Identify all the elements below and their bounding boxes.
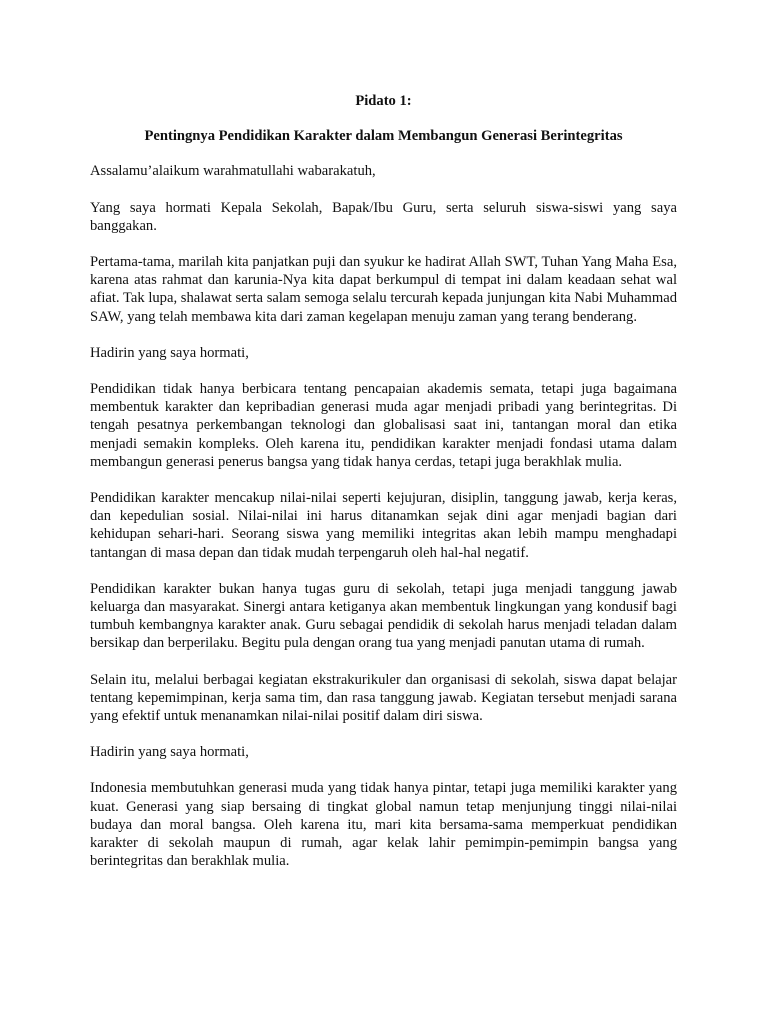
document-body bbox=[90, 162, 677, 870]
paragraph-body-5: Indonesia membutuhkan generasi muda yang tidak hanya pintar, tetapi juga memiliki karakter yang kuat. Generasi yang siap bersaing di tingkat global namun tetap menjunjung tinggi nilai-nilai budaya dan moral bangsa. Oleh karena itu, mari kita bersama-sama memperkuat pendidikan karakter di sekolah maupun di rumah, agar kelak lahir pemimpin-pemimpin bangsa yang berintegritas dan berakhlak mulia. bbox=[90, 780, 677, 870]
document-page bbox=[90, 92, 677, 889]
document-subtitle: Pentingnya Pendidikan Karakter dalam Membangun Generasi Berintegritas bbox=[144, 128, 623, 145]
paragraph-greeting: Assalamu’alaikum warahmatullahi wabarakatuh, bbox=[90, 163, 376, 180]
paragraph-address-2: Hadirin yang saya hormati, bbox=[90, 744, 249, 761]
document-title: Pidato 1: bbox=[355, 93, 412, 109]
paragraph-body-3: Pendidikan karakter bukan hanya tugas guru di sekolah, tetapi juga menjadi tanggung jawab keluarga dan masyarakat. Sinergi antara ketiganya akan membentuk lingkungan yang kondusif bagi tumbuh kembangnya karakter anak. Guru sebagai pendidik di sekolah harus menjadi teladan dalam bersikap dan berperilaku. Begitu pula dengan orang tua yang menjadi panutan utama di rumah. bbox=[90, 580, 677, 652]
paragraph-body-2: Pendidikan karakter mencakup nilai-nilai seperti kejujuran, disiplin, tanggung jawab, kerja keras, dan kepedulian sosial. Nilai-nilai ini harus ditanamkan sejak dini agar menjadi bagian dari kehidupan sehari-hari. Seorang siswa yang memiliki integritas akan lebih mampu menghadapi tantangan di masa depan dan tidak mudah terpengaruh oleh hal-hal negatif. bbox=[90, 490, 677, 561]
paragraph-opening: Pertama-tama, marilah kita panjatkan puji dan syukur ke hadirat Allah SWT, Tuhan Yang Maha Esa, karena atas rahmat dan karunia-Nya kita dapat berkumpul di tempat ini dalam keadaan sehat wal afiat. Tak lupa, shalawat serta salam semoga selalu tercurah kepada junjungan kita Nabi Muhammad SAW, yang telah membawa kita dari zaman kegelapan menuju zaman yang terang benderang. bbox=[90, 254, 677, 325]
paragraph-address-1: Hadirin yang saya hormati, bbox=[90, 344, 249, 361]
paragraph-body-4: Selain itu, melalui berbagai kegiatan ekstrakurikuler dan organisasi di sekolah, siswa dapat belajar tentang kepemimpinan, kerja sama tim, dan rasa tanggung jawab. Kegiatan tersebut menjadi sarana yang efektif untuk menanamkan nilai-nilai positif dalam diri siswa. bbox=[90, 671, 677, 725]
paragraph-salutation: Yang saya hormati Kepala Sekolah, Bapak/Ibu Guru, serta seluruh siswa-siswi yang saya banggakan. bbox=[90, 199, 677, 234]
paragraph-body-1: Pendidikan tidak hanya berbicara tentang pencapaian akademis semata, tetapi juga bagaimana membentuk karakter dan kepribadian generasi muda agar menjadi pribadi yang berintegritas. Di tengah pesatnya perkembangan teknologi dan globalisasi saat ini, tantangan moral dan etika menjadi semakin kompleks. Oleh karena itu, pendidikan karakter menjadi fondasi utama dalam membangun generasi penerus bangsa yang tidak hanya cerdas, tetapi juga berakhlak mulia. bbox=[90, 381, 677, 470]
